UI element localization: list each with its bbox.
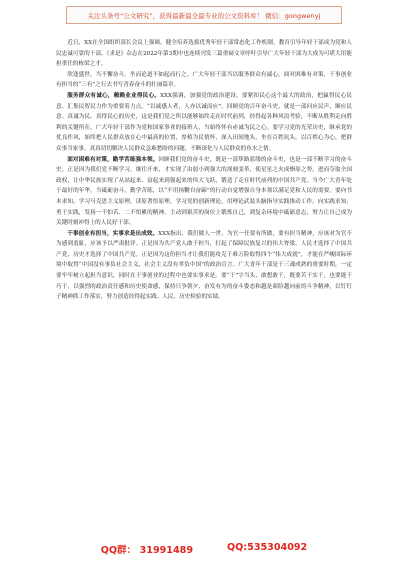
footer-qq-number: QQ:535304092 [227, 542, 308, 553]
paragraph-4-text: 回顾我们党的奋斗史，既是一部筚路蓝缕的奋斗史，也是一部不断学习的奋斗史。正是因为我们党不断学习，继往开来，才实现了由弱小到强大的深刻变革，使星星之火成燎原之势，进而夺取全国政权，让中华民族实现了从站起来、富起来到强起来的伟大飞跃，锻造了走在时代前列的中国共产党。当今广大青年处于最好的年华，当砥砺奋斗，勤学苦练，以“不用扬鞭自奋蹄”的行动自觉增强自身本领以满足党和人民的需要。要向书本求知，学习马克思主义原理，读原著悟原理，学习党的创新理论，用理论武装头脑指导实践推动工作。向实践求知，勇于实践，发扬一不怕苦、二不怕累的精神，主动到艰苦的岗位上锻炼自己，到复杂环境中砥砺意志，努力让自己成为关键时刻冲得上的人民好干部。 [56, 156, 352, 227]
paragraph-1-text: 近日，XX在全国组织部长会议上强调，健全培养选拔优秀年轻干部常态化工作机制。教育引导年轻干部成为党和人民忠诚可靠的干部。《求是》杂志在2022年第3期中也连续刊发三篇重磅文章呼吁引导广大年轻干部为大成为可堪大用能担重任的栋梁之才。 [56, 40, 352, 68]
paragraph-5 [56, 229, 352, 303]
paragraph-2 [56, 70, 352, 91]
paragraph-3-text: XXX强调，加强党的政治建设，要紧扣民心这个最大的政治，把赢得民心民意、汇集民智民力作为重要着力点。“以诚感人者，人亦以诚而应”。回顾党的百年奋斗史，就是一部问应民声、顺应民意、真诚为民、真得民心的历史，这是我们党之所以能够始终走在时代前列，经得起各种风浪考验，不断从胜利走向胜利的关键所在。广大年轻干部作为党和国家事业的接班人，当始终怀有赤诚为民之心。要学习党的光荣历史，继承党的优良作风，始终把人民群众放在心中最高的位置，厚植为民情怀，深入田间地头，坐在百姓炕头，以百姓心为心，把群众事当家事，真真切切解决人民群众急难愁盼的问题，不断深化与人民群众的鱼水之情。 [56, 92, 352, 152]
paragraph-5-lead: 干事创业有担当，实事求是出成效。 [67, 230, 159, 237]
paragraph-4-lead: 面对困难有对策，勤学苦练强本领。 [67, 156, 159, 163]
article-body [56, 38, 352, 513]
paragraph-3 [56, 91, 352, 155]
footer-contact [0, 542, 408, 556]
paragraph-4 [56, 155, 352, 229]
footer-qq-group: QQ群： 31991489 [100, 545, 193, 556]
paragraph-5-text: XXX指出，我们做人一世，为官一任要有所做，要有担当精神，应该对为官不为感到羞耻，应该予以严肃批评。正是因为共产党人敢于担当，打起了保障民族复兴的伟大脊梁。人民才选择了中国共产党，历史才选择了中国共产党。正是因为这份担当才让我们能攻克千难万险取得四个“伟大成就”，才能在严峻国际环境中取得“中国没有事负社会主义，社会主义没有辜负中国”的政治宣言。广大青年干部是干三魂成熟的重要时期，一定要牢牢树立起担当意识，同时在于事创业的过程中也要实事求是。要“干”字当头、敢想敢干，既要苦干实干，也要能干巧干，以强烈的政治责任感和历史使命感，保持只争朝夕、奋发有为的奋斗姿态和越是艰险越向前的斗争精神，以钉钉子精神抓工作落实，努力创造经得起实践、人民、历史检验的实绩。 [56, 230, 352, 301]
paragraph-1 [56, 38, 352, 70]
paragraph-2-text: 欣逢盛世，当不懈奋斗，坐而论道不如起而行之。广大年轻干部当以服务群众有诚心，面对困难有对策，干事创业有担当的“三有”之行去书写青春奋斗的壮丽篇章。 [56, 71, 352, 89]
top-banner: 关注头条号“公文研究”，获得最新最全最专业的公文资料库！ 微信：gongwenyj [66, 6, 342, 24]
paragraph-3-lead: 服务群众有诚心，赖赖业业得民心。 [67, 92, 161, 99]
